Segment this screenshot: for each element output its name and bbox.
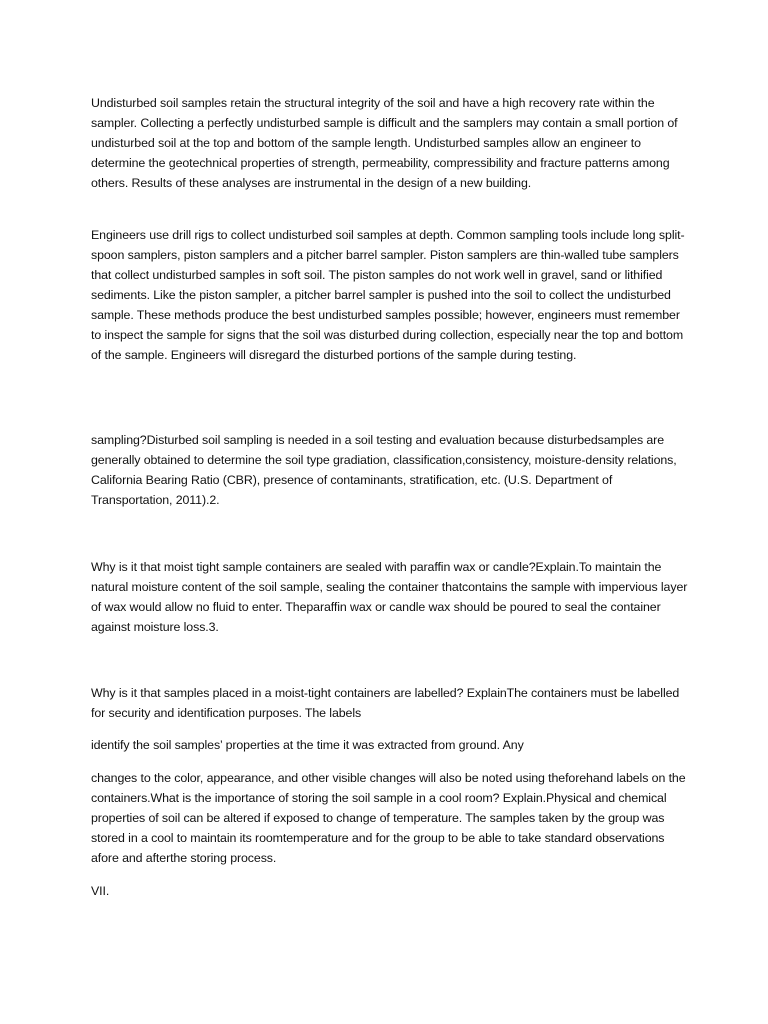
- paragraph-identify-properties: identify the soil samples’ properties at the time it was extracted from ground. Any: [91, 738, 524, 752]
- paragraph-paraffin-wax: Why is it that moist tight sample containers are sealed with paraffin wax or candle?Explain.To maintain the natural moisture content of the soil sample, sealing the container thatcontains the sample with impervious layer of wax would allow no fluid to enter. Theparaffin wax or candle wax should be poured to seal the container against moisture loss.3.: [91, 560, 688, 634]
- paragraph-disturbed-sampling: sampling?Disturbed soil sampling is needed in a soil testing and evaluation because disturbedsamples are generally obtained to determine the soil type gradiation, classification,consistency, moisture-density relations, California Bearing Ratio (CBR), presence of contaminants, stratification, etc. (U.S. Department of Transportation, 2011).2.: [91, 433, 677, 507]
- paragraph-drill-rigs: Engineers use drill rigs to collect undisturbed soil samples at depth. Common sampling tools include long split-spoon samplers, piston samplers and a pitcher barrel sampler. Piston samplers are thin-walled tube samplers that collect undisturbed samples in soft soil. The piston samples do not work well in gravel, sand or lithified sediments. Like the piston sampler, a pitcher barrel sampler is pushed into the soil to collect the undisturbed sample. These methods produce the best undisturbed samples possible; however, engineers must remember to inspect the sample for signs that the soil was disturbed during collection, especially near the top and bottom of the sample. Engineers will disregard the disturbed portions of the sample during testing.: [91, 228, 685, 362]
- paragraph-labelled-containers: Why is it that samples placed in a moist-tight containers are labelled? ExplainThe containers must be labelled for security and identification purposes. The labels: [91, 686, 680, 720]
- paragraph-cool-room-storage: changes to the color, appearance, and other visible changes will also be noted using theforehand labels on the containers.What is the importance of storing the soil sample in a cool room? Explain.Physical and chemical properties of soil can be altered if exposed to change of temperature. The samples taken by the group was stored in a cool to maintain its roomtemperature and for the group to be able to take standard observations afore and afterthe storing process.: [91, 771, 686, 865]
- paragraph-undisturbed-samples: Undisturbed soil samples retain the structural integrity of the soil and have a high recovery rate within the sampler. Collecting a perfectly undisturbed sample is difficult and the samplers may contain a small portion of undisturbed soil at the top and bottom of the sample length. Undisturbed samples allow an engineer to determine the geotechnical properties of strength, permeability, compressibility and fracture patterns among others. Results of these analyses are instrumental in the design of a new building.: [91, 96, 678, 190]
- section-marker: VII.: [91, 884, 110, 898]
